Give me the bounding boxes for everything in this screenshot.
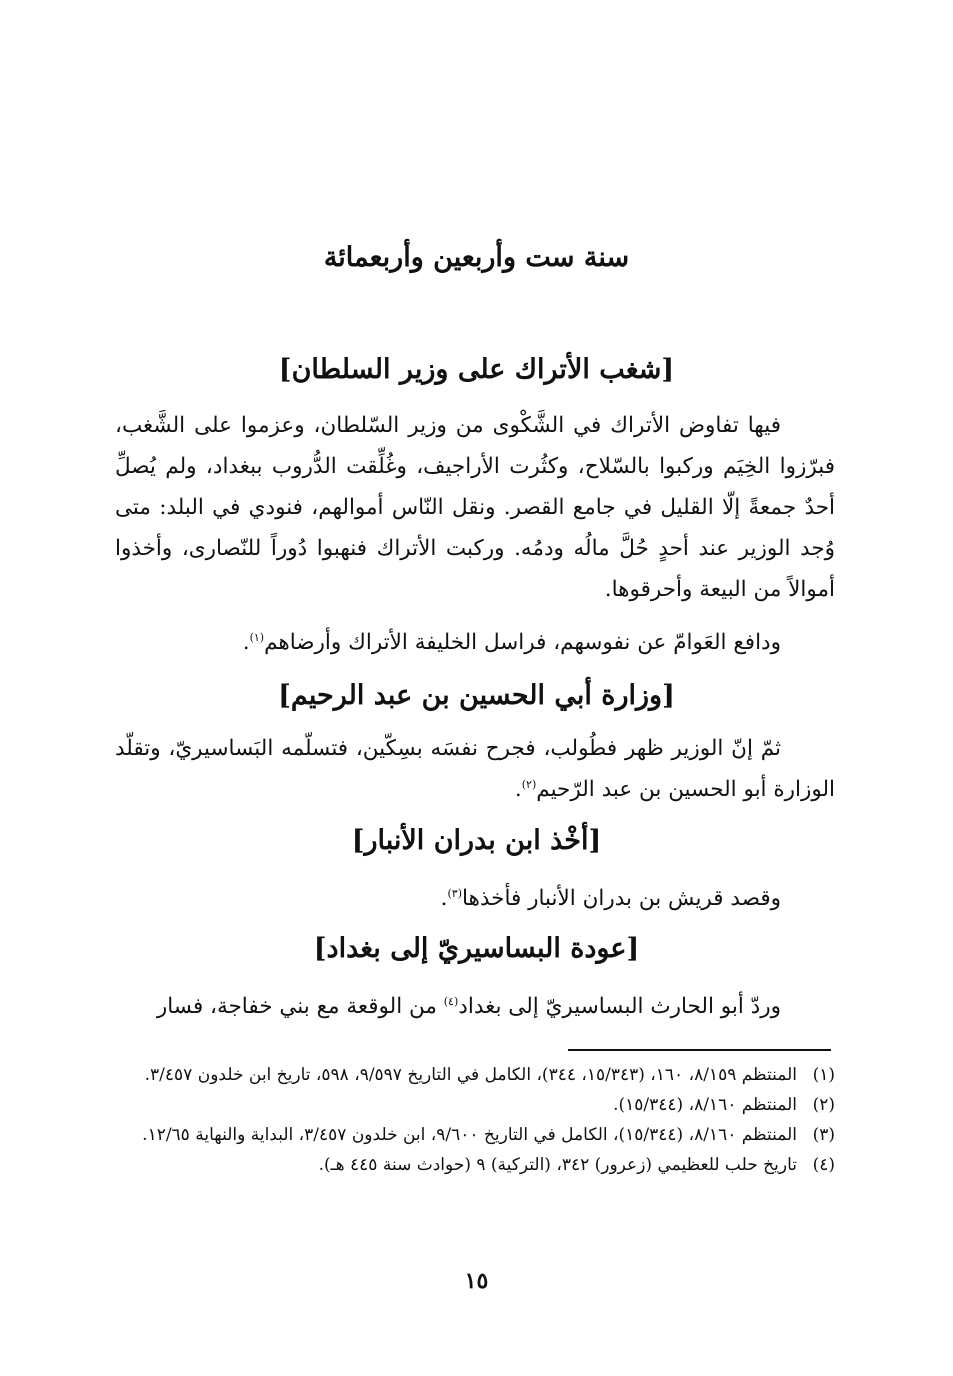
footnotes <box>115 1062 835 1182</box>
paragraph-end: من الوقعة مع بني خفاجة، فسار <box>156 994 444 1019</box>
page-title: سنة ست وأربعين وأربعمائة <box>323 242 630 273</box>
section-heading: [شغب الأتراك على وزير السلطان] <box>278 354 675 385</box>
footnote-marker: (١) <box>249 630 265 644</box>
footnote-marker: (٤) <box>443 994 459 1008</box>
footnote-number: (١) <box>812 1065 835 1085</box>
footnote-item <box>115 1152 835 1179</box>
footnote-item <box>115 1062 835 1089</box>
paragraph <box>115 622 835 663</box>
section-heading: [وزارة أبي الحسين بن عبد الرحيم] <box>278 680 675 711</box>
section-heading: [عودة البساسيريّ إلى بغداد] <box>313 933 640 964</box>
paragraph-text: فيها تفاوض الأتراك في الشَّكْوى من وزير السّلطان، وعزموا على الشَّغب، فبرّزوا الخِيَم وركبوا بالسّلاح، وكثُرت الأراجيف، وغُلِّقت الدُّروب ببغداد، ولم يُصلِّ أحدٌ جمعةً إلّا القليل في جامع القصر. ونقل النّاس أموالهم، فنودي في البلد: متى وُجد الوزير عند أحدٍ حُلَّ مالُه ودمُه. وركبت الأتراك فنهبوا دُوراً للنّصارى، وأخذوا أموالاً من البيعة وأحرقوها. <box>115 413 835 602</box>
footnote-text: المنتظم ٨/١٥٩، ١٦٠، (١٥/٣٤٣، ٣٤٤)، الكامل في التاريخ ٩/٥٩٧، ٥٩٨، تاريخ ابن خلدون ٣/٤٥٧. <box>144 1065 797 1085</box>
footnote-text: تاريخ حلب للعظيمي (زعرور) ٣٤٢، (التركية) ٩ (حوادث سنة ٤٤٥ هـ). <box>318 1155 797 1175</box>
footnote-marker: (٣) <box>447 886 462 900</box>
paragraph-text: ثمّ إنّ الوزير ظهر فطُولب، فجرح نفسَه بسِكّين، فتسلّمه البَساسيريّ، وتقلّد الوزارة أبو الحسين بن عبد الرّحيم <box>115 736 835 802</box>
paragraph-text: ودافع العَوامّ عن نفوسهم، فراسل الخليفة الأتراك وأرضاهم <box>264 630 781 655</box>
paragraph-text: وردّ أبو الحارث البساسيريّ إلى بغداد <box>458 994 781 1019</box>
paragraph-end: . <box>440 886 448 911</box>
paragraph <box>115 405 835 610</box>
section-heading: [أخْذ ابن بدران الأنبار] <box>351 825 602 856</box>
page-number: ١٥ <box>464 1268 489 1294</box>
footnote-divider <box>568 1049 831 1051</box>
footnote-marker: (٢) <box>521 777 537 791</box>
paragraph <box>115 728 835 810</box>
footnote-number: (٤) <box>812 1155 835 1175</box>
footnote-number: (٢) <box>812 1095 835 1115</box>
paragraph <box>115 878 835 919</box>
footnote-item <box>115 1122 835 1149</box>
footnote-text: المنتظم ٨/١٦٠، (١٥/٣٤٤). <box>613 1095 797 1115</box>
paragraph-text: وقصد قريش بن بدران الأنبار فأخذها <box>462 886 781 911</box>
footnote-number: (٣) <box>812 1125 835 1145</box>
paragraph-end: . <box>514 777 522 802</box>
footnote-item <box>115 1092 835 1119</box>
paragraph-end: . <box>242 630 250 655</box>
footnote-text: المنتظم ٨/١٦٠، (١٥/٣٤٤)، الكامل في التاريخ ٩/٦٠٠، ابن خلدون ٣/٤٥٧، البداية والنهاية ١٢/٦٥. <box>142 1125 797 1145</box>
paragraph <box>115 986 835 1027</box>
